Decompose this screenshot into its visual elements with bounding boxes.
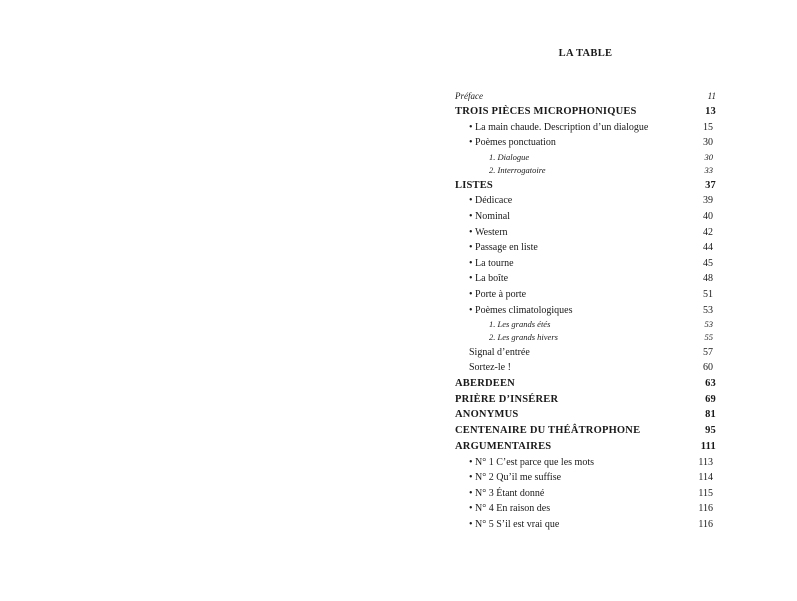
toc-entry-title: Préface <box>455 91 483 101</box>
toc-entry-title: LISTES <box>455 179 493 191</box>
toc-sub-row <box>455 318 716 331</box>
toc-entry-title: PRIÈRE D’INSÉRER <box>455 393 559 405</box>
toc-section-row <box>455 376 716 392</box>
toc-entry-row <box>455 501 716 517</box>
toc-entry-row <box>455 345 716 361</box>
page-title: LA TABLE <box>558 48 613 59</box>
toc-page-number: 57 <box>703 346 713 358</box>
toc-page-number: 113 <box>698 456 713 468</box>
toc-page-number: 81 <box>705 409 716 421</box>
toc-entry-row <box>455 470 716 486</box>
toc-entry-title: • N° 5 S’il est vrai que <box>455 517 559 533</box>
toc-entry-title: 1. Les grands étés <box>489 319 551 330</box>
toc-section-row <box>455 392 716 408</box>
toc-entry-title: 2. Interrogatoire <box>489 165 546 176</box>
toc-entry-title: Sortez-le ! <box>469 362 511 374</box>
toc-page-number: 40 <box>703 210 713 222</box>
toc-entry-row <box>455 256 716 272</box>
toc-sub-row <box>455 151 716 164</box>
toc-page-number: 45 <box>703 257 713 269</box>
toc-entry-title: • La tourne <box>455 256 514 272</box>
toc-entry-title: Signal d’entrée <box>469 346 530 358</box>
toc-entry-title: ANONYMUS <box>455 409 519 421</box>
table-of-contents <box>455 88 716 532</box>
toc-entry-title: • Dédicace <box>455 193 512 209</box>
toc-entry-row <box>455 240 716 256</box>
toc-section-row <box>455 423 716 439</box>
toc-entry-row <box>455 225 716 241</box>
toc-entry-row <box>455 120 716 136</box>
toc-page-number: 51 <box>703 288 713 300</box>
toc-entry-title: • N° 2 Qu’il me suffise <box>455 470 561 486</box>
toc-sub-row <box>455 331 716 344</box>
toc-entry-row <box>455 193 716 209</box>
toc-entry-row <box>455 303 716 319</box>
toc-entry-row <box>455 517 716 533</box>
toc-page-number: 55 <box>704 332 713 343</box>
toc-entry-title: • Passage en liste <box>455 240 538 256</box>
toc-entry-title: • Nominal <box>455 209 510 225</box>
toc-page-number: 60 <box>703 362 713 374</box>
toc-entry-row <box>455 360 716 376</box>
toc-page-number: 37 <box>705 179 716 191</box>
toc-page-number: 48 <box>703 273 713 285</box>
toc-preface-row <box>455 88 716 104</box>
toc-page-number: 111 <box>700 440 716 452</box>
toc-entry-title: 1. Dialogue <box>489 151 530 162</box>
toc-section-row <box>455 104 716 120</box>
toc-entry-row <box>455 287 716 303</box>
toc-entry-title: • N° 1 C’est parce que les mots <box>455 455 594 471</box>
toc-entry-title: 2. Les grands hivers <box>489 332 558 343</box>
toc-page-number: 30 <box>703 137 713 149</box>
toc-page-number: 53 <box>703 304 713 316</box>
toc-entry-title: • N° 4 En raison des <box>455 501 550 517</box>
toc-page-number: 11 <box>707 91 716 101</box>
toc-entry-row <box>455 209 716 225</box>
toc-entry-title: • Porte à porte <box>455 287 526 303</box>
toc-page-number: 116 <box>698 518 713 530</box>
toc-entry-title: CENTENAIRE DU THÉÂTROPHONE <box>455 425 641 437</box>
toc-page-number: 63 <box>705 378 716 390</box>
toc-entry-row <box>455 135 716 151</box>
toc-page-number: 39 <box>703 195 713 207</box>
toc-section-row <box>455 439 716 455</box>
toc-page-number: 95 <box>705 425 716 437</box>
toc-entry-title: • Poèmes climatologiques <box>455 303 573 319</box>
toc-entry-title: • La boîte <box>455 271 508 287</box>
toc-page-number: 44 <box>703 242 713 254</box>
toc-page-number: 116 <box>698 503 713 515</box>
toc-page-number: 69 <box>705 393 716 405</box>
toc-entry-title: • N° 3 Étant donné <box>455 486 544 502</box>
toc-page-number: 114 <box>698 472 713 484</box>
toc-entry-row <box>455 271 716 287</box>
toc-section-row <box>455 407 716 423</box>
toc-entry-row <box>455 455 716 471</box>
toc-entry-title: • La main chaude. Description d’un dialogue <box>455 120 648 136</box>
toc-page-number: 30 <box>704 151 713 162</box>
toc-page-number: 115 <box>698 487 713 499</box>
toc-section-row <box>455 178 716 194</box>
toc-entry-title: • Western <box>455 225 508 241</box>
toc-entry-title: • Poèmes ponctuation <box>455 135 556 151</box>
toc-page-number: 15 <box>703 121 713 133</box>
toc-page-number: 13 <box>705 106 716 117</box>
toc-entry-title: ARGUMENTAIRES <box>455 440 552 452</box>
toc-sub-row <box>455 164 716 177</box>
toc-page-number: 33 <box>704 165 713 176</box>
toc-page-number: 42 <box>703 226 713 238</box>
toc-page-number: 53 <box>704 319 713 330</box>
toc-entry-row <box>455 486 716 502</box>
toc-entry-title: ABERDEEN <box>455 378 515 390</box>
toc-entry-title: TROIS PIÈCES MICROPHONIQUES <box>455 106 637 117</box>
